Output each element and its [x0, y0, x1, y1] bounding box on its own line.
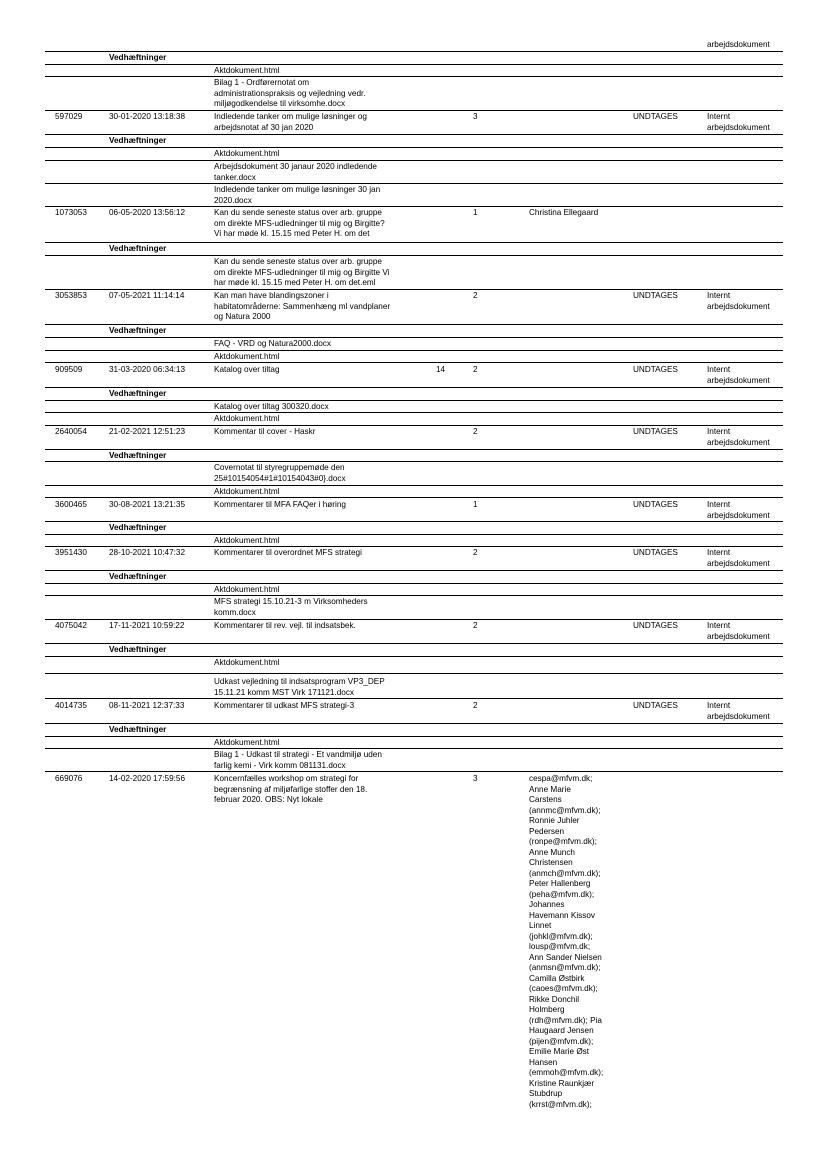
divider [45, 64, 783, 65]
divider [45, 242, 783, 243]
attachment-name: Udkast vejledning til indsatsprogram VP3_DEP 15.11.21 komm MST Virk 171121.docx [214, 677, 385, 697]
divider [45, 147, 783, 148]
doc-id: 4014735 [55, 701, 87, 710]
divider [45, 521, 783, 522]
doc-count: 2 [473, 365, 478, 374]
divider [45, 546, 783, 547]
attachment-name: Aktdokument.html [214, 738, 280, 747]
doc-date: 17-11-2021 10:59:22 [109, 621, 185, 630]
attachment-name: Aktdokument.html [214, 658, 280, 667]
doc-sender: Christina Ellegaard [529, 208, 599, 217]
divider [45, 412, 783, 413]
doc-id: 4075042 [55, 621, 87, 630]
doc-title: Kan du sende seneste status over arb. gruppe om direkte MFS-udledninger til mig og Birgitte? Vi har møde kl. 15.15 med Peter H. om det [214, 208, 385, 238]
doc-title: Kommentarer til MFA FAQer i høring [214, 500, 346, 509]
doc-classification: Internt arbejdsdokument [707, 500, 770, 520]
divider [45, 736, 783, 737]
divider [45, 643, 783, 644]
doc-count: 3 [473, 774, 478, 783]
divider [45, 449, 783, 450]
divider [45, 673, 783, 674]
doc-count: 1 [473, 208, 478, 217]
divider [45, 255, 783, 256]
divider [45, 595, 783, 596]
doc-date: 30-01-2020 13:18:38 [109, 112, 186, 121]
doc-date: 14-02-2020 17:59:56 [109, 774, 186, 783]
doc-date: 31-03-2020 06:34:13 [109, 365, 186, 374]
doc-title: Kommentarer til overordnet MFS strategi [214, 548, 362, 557]
doc-status: UNDTAGES [633, 548, 678, 557]
doc-title: Katalog over tiltag [214, 365, 280, 374]
attachment-name: Aktdokument.html [214, 585, 280, 594]
doc-title: Kommentarer til rev. vejl. til indsatsbek. [214, 621, 356, 630]
divider [45, 387, 783, 388]
divider [45, 350, 783, 351]
doc-id: 909509 [55, 365, 83, 374]
doc-status: UNDTAGES [633, 701, 678, 710]
divider [45, 534, 783, 535]
doc-classification: Internt arbejdsdokument [707, 112, 770, 132]
divider [45, 337, 783, 338]
doc-date: 30-08-2021 13:21:35 [109, 500, 186, 509]
doc-id: 669076 [55, 774, 83, 783]
attachments-label: Vedhæftninger [109, 645, 167, 654]
doc-count: 2 [473, 548, 478, 557]
attachment-name: MFS strategi 15.10.21-3 m Virksomheders komm.docx [214, 597, 368, 617]
doc-date: 08-11-2021 12:37:33 [109, 701, 185, 710]
attachment-name: Aktdokument.html [214, 66, 280, 75]
attachments-label: Vedhæftninger [109, 244, 167, 253]
doc-date: 21-02-2021 12:51:23 [109, 427, 186, 436]
doc-status: UNDTAGES [633, 427, 678, 436]
divider [45, 619, 783, 620]
attachments-label: Vedhæftninger [109, 572, 167, 581]
doc-status: UNDTAGES [633, 365, 678, 374]
attachment-name: Bilag 1 - Udkast til strategi - Et vandmiljø uden farlig kemi - Virk komm 081131.docx [214, 750, 382, 770]
attachment-name: FAQ - VRD og Natura2000.docx [214, 339, 331, 348]
divider [45, 206, 783, 207]
attachment-name: Katalog over tiltag 300320.docx [214, 402, 329, 411]
divider [45, 748, 783, 749]
attachment-name: Aktdokument.html [214, 536, 280, 545]
doc-id: 1073053 [55, 208, 87, 217]
doc-count: 1 [473, 500, 478, 509]
attachments-label: Vedhæftninger [109, 523, 167, 532]
divider [45, 485, 783, 486]
doc-classification: Internt arbejdsdokument [707, 621, 770, 641]
doc-classification: Internt arbejdsdokument [707, 365, 770, 385]
divider [45, 698, 783, 699]
divider [45, 76, 783, 77]
attachments-label: Vedhæftninger [109, 326, 167, 335]
doc-title: Kan man have blandingszoner i habitatområderne: Sammenhæng ml vandplaner og Natura 2000 [214, 291, 391, 321]
classification-cell: arbejdsdokument [707, 40, 770, 49]
divider [45, 51, 783, 52]
attachment-name: Aktdokument.html [214, 352, 280, 361]
attachments-label: Vedhæftninger [109, 136, 167, 145]
doc-title: Kommentar til cover - Haskr [214, 427, 316, 436]
attachment-name: Arbejdsdokument 30 janaur 2020 indledende tanker.docx [214, 162, 377, 182]
divider [45, 110, 783, 111]
doc-title: Indledende tanker om mulige løsninger og arbejdsnotat af 30 jan 2020 [214, 112, 367, 132]
doc-classification: Internt arbejdsdokument [707, 548, 770, 568]
attachment-name: Bilag 1 - Ordførernotat om administrationspraksis og vejledning vedr. miljøgodkendelse til virksomhe.docx [214, 78, 366, 108]
divider [45, 583, 783, 584]
doc-id: 2640054 [55, 427, 87, 436]
doc-status: UNDTAGES [633, 291, 678, 300]
divider [45, 160, 783, 161]
divider [45, 324, 783, 325]
attachment-name: Kan du sende seneste status over arb. gruppe om direkte MFS-udledninger til mig og Birgitte Vi har møde kl. 15.15 med Peter H. om det.eml [214, 257, 390, 287]
doc-id: 3053853 [55, 291, 87, 300]
doc-count: 2 [473, 427, 478, 436]
doc-classification: Internt arbejdsdokument [707, 427, 770, 447]
doc-status: UNDTAGES [633, 500, 678, 509]
divider [45, 400, 783, 401]
doc-title: Koncernfælles workshop om strategi for begrænsning af miljøfarlige stoffer den 18. februar 2020. OBS: Nyt lokale [214, 774, 368, 804]
attachment-name: Aktdokument.html [214, 149, 280, 158]
divider [45, 362, 783, 363]
doc-date: 07-05-2021 11:14:14 [109, 291, 185, 300]
doc-classification: Internt arbejdsdokument [707, 701, 770, 721]
doc-date: 06-05-2020 13:56:12 [109, 208, 186, 217]
doc-date: 28-10-2021 10:47:32 [109, 548, 186, 557]
divider [45, 425, 783, 426]
doc-pages: 14 [436, 365, 446, 374]
doc-count: 2 [473, 701, 478, 710]
divider [45, 134, 783, 135]
attachments-label: Vedhæftninger [109, 725, 167, 734]
divider [45, 497, 783, 498]
attachment-name: Covernotat til styregruppemøde den 25#10154054#1#10154043#0}.docx [214, 463, 346, 483]
divider [45, 570, 783, 571]
doc-count: 3 [473, 112, 478, 121]
doc-count: 2 [473, 621, 478, 630]
doc-classification: Internt arbejdsdokument [707, 291, 770, 311]
attachments-label: Vedhæftninger [109, 389, 167, 398]
doc-count: 2 [473, 291, 478, 300]
doc-recipients: cespa@mfvm.dk; Anne Marie Carstens (annmc@mfvm.dk); Ronnie Juhler Pedersen (ronpe@mfvm.dk); Anne Munch Christensen (anmch@mfvm.dk); Peter Hallenberg (peha@mfvm.dk); Johannes Havemann Kissov Linnet (johkl@mfvm.dk); lousp@mfvm.dk; Ann Sander Nielsen (anmsn@mfvm.dk); Camilla Østbirk (caoes@mfvm.dk); Rikke Donchil Holmberg (rdh@mfvm.dk); Pia Haugaard Jensen (pijen@mfvm.dk); Emilie Marie Øst Hansen (emmoh@mfvm.dk); Kristine Raunkjær Stubdrup (krrst@mfvm.dk); [529, 774, 604, 1109]
divider [45, 771, 783, 772]
doc-id: 3951430 [55, 548, 87, 557]
divider [45, 723, 783, 724]
attachment-name: Aktdokument.html [214, 487, 280, 496]
divider [45, 656, 783, 657]
doc-id: 3600465 [55, 500, 87, 509]
attachments-label: Vedhæftninger [109, 53, 167, 62]
doc-status: UNDTAGES [633, 621, 678, 630]
doc-id: 597029 [55, 112, 83, 121]
attachments-label: Vedhæftninger [109, 451, 167, 460]
doc-title: Kommentarer til udkast MFS strategi-3 [214, 701, 355, 710]
divider [45, 461, 783, 462]
attachment-name: Aktdokument.html [214, 414, 280, 423]
attachment-name: Indledende tanker om mulige løsninger 30 jan 2020.docx [214, 185, 381, 205]
doc-status: UNDTAGES [633, 112, 678, 121]
divider [45, 289, 783, 290]
divider [45, 183, 783, 184]
